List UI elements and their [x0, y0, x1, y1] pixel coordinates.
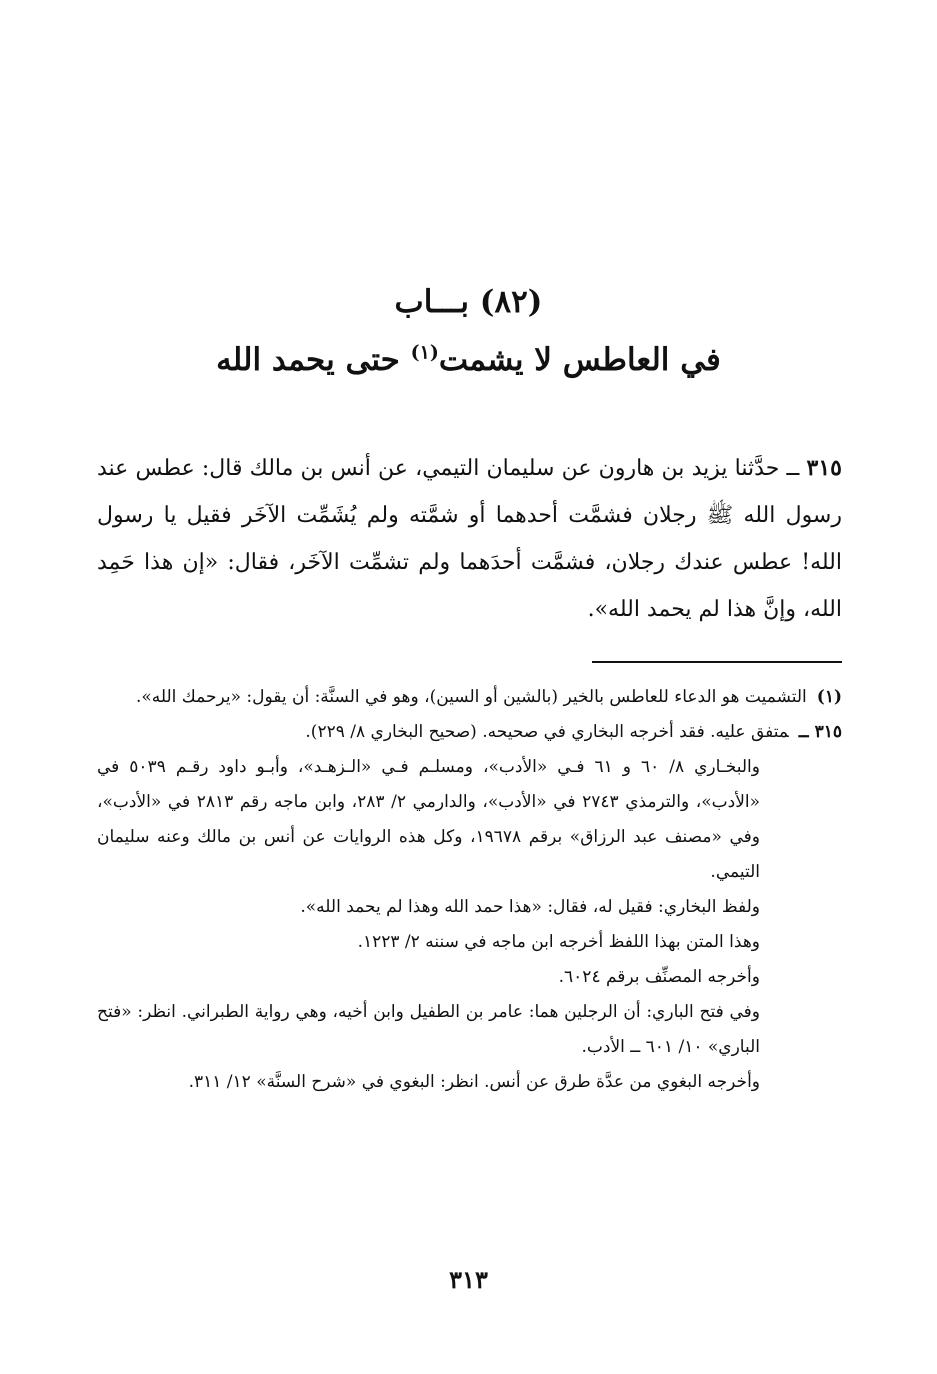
hadith-paragraph: [97, 445, 842, 633]
footnote-315-paragraph-3: وهذا المتن بهذا اللفظ أخرجه ابن ماجه في سننه ٢/ ١٢٢٣.: [357, 932, 760, 952]
footnote-315-paragraph-5: وفي فتح الباري: أن الرجلين هما: عامر بن الطفيل وابن أخيه، وهي رواية الطبراني. انظر: «فتح الباري» ١٠/ ٦٠١ ــ الأدب.: [97, 1002, 760, 1057]
chapter-title-end: حتى يحمد الله: [216, 342, 400, 378]
hadith-body: [97, 445, 842, 633]
footnote-315-paragraph-1: والبخـاري ٨/ ٦٠ و ٦١ فـي «الأدب»، ومسلـم فـي «الـزهـد»، وأبـو داود رقـم ٥٠٣٩ في «الأدب»، والترمذي ٢٧٤٣ في «الأدب»، والدارمي ٢/ ٢٨٣، وابن ماجه رقم ٢٨١٣ في «الأدب»، وفي «مصنف عبد الرزاق» برقم ١٩٦٧٨، وكل هذه الروايات عن أنس بن مالك وعنه سليمان التيمي.: [97, 757, 761, 882]
footnote-315-marker: ٣١٥ ــ: [798, 722, 842, 742]
hadith-dash: ــ: [786, 456, 800, 481]
footnote-315-paragraph-4: وأخرجه المصنِّف برقم ٦٠٢٤.: [558, 967, 760, 987]
hadith-number: ٣١٥: [806, 455, 842, 481]
chapter-title: [0, 338, 937, 382]
footnote-reference-1[interactable]: (١): [410, 341, 439, 364]
footnote-1-text: التشميت هو الدعاء للعاطس بالخير (بالشين أو السين)، وهو في السنَّة: أن يقول: «يرحمك الله».: [135, 687, 807, 707]
footnote-1-marker: (١): [816, 687, 842, 707]
footnote-315-paragraph-2: ولفظ البخاري: فقيل له، فقال: «هذا حمد الله وهذا لم يحمد الله».: [300, 897, 760, 917]
page-number: ٣١٣: [449, 1265, 488, 1294]
footnote-separator: [592, 661, 842, 663]
chapter-title-text: في العاطس لا يشمت: [438, 342, 721, 378]
footnote-1: [97, 680, 842, 715]
footnote-315-paragraph-6: وأخرجه البغوي من عدَّة طرق عن أنس. انظر: البغوي في «شرح السنَّة» ١٢/ ٣١١.: [188, 1072, 760, 1092]
footnotes-section: [97, 680, 842, 1100]
footnote-315: [97, 715, 842, 750]
hadith-text: حدَّثنا يزيد بن هارون عن سليمان التيمي، عن أنس بن مالك قال: عطس عند رسول الله ﷺ رجلان فشمَّت أحدهما أو شمَّته ولم يُشَمِّت الآخَر فقيل يا رسول الله! عطس عندك رجلان، فشمَّت أحدَهما ولم تشمِّت الآخَر، فقال: «إن هذا حَمِد الله، وإنَّ هذا لم يحمد الله».: [97, 456, 842, 622]
chapter-heading: (٨٢) بـــاب: [394, 284, 543, 320]
footnote-315-first-line: متفق عليه. فقد أخرجه البخاري في صحيحه. (صحيح البخاري ٨/ ٢٢٩).: [305, 722, 789, 742]
